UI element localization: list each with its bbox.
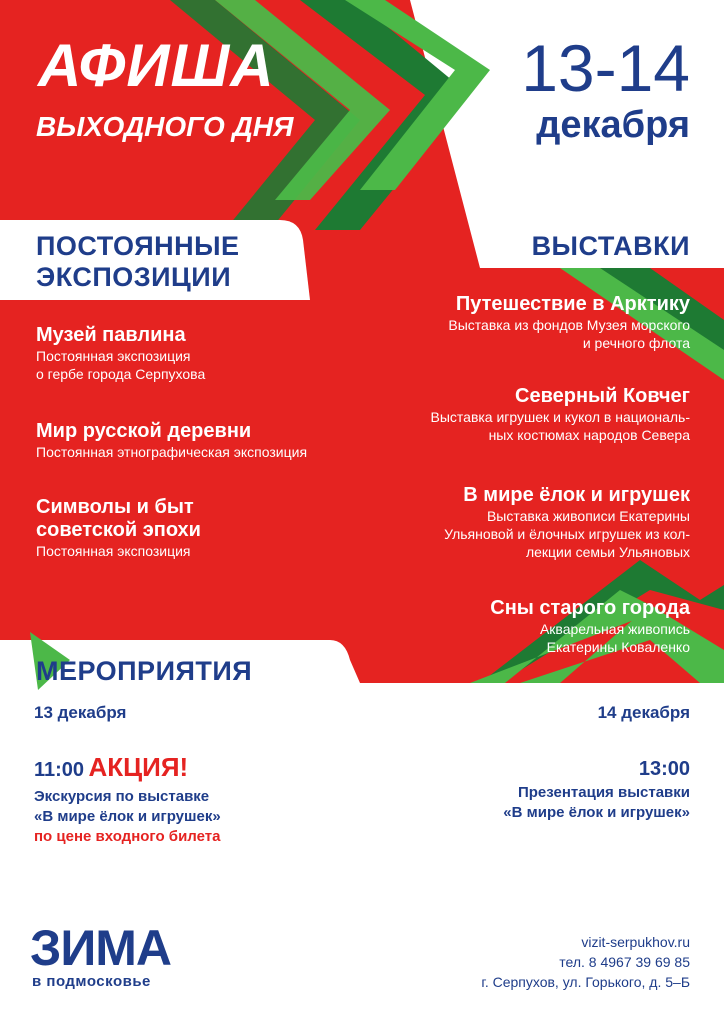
exhibition-item (448, 293, 690, 352)
permanent-item-title: Символы и быт (36, 496, 194, 518)
exhibition-item (490, 597, 690, 656)
permanent-item (36, 496, 201, 560)
date-range: 13-14 (521, 31, 690, 105)
footer-contacts (481, 932, 690, 992)
exhibition-item-desc: Ульяновой и ёлочных игрушек из кол- (444, 526, 690, 542)
exhibition-item-title: Сны старого города (490, 597, 690, 619)
exhibition-item-title: Северный Ковчег (515, 385, 690, 407)
event-line: Презентация выставки (517, 784, 690, 801)
permanent-item (36, 324, 205, 383)
events-title: МЕРОПРИЯТИЯ (36, 656, 253, 686)
exhibition-item-desc: Екатерины Коваленко (546, 639, 690, 655)
footer-site[interactable]: vizit-serpukhov.ru (581, 934, 690, 950)
exhibition-item-desc: Выставка из фондов Музея морского (448, 317, 690, 333)
permanent-item-title: советской эпохи (36, 519, 201, 541)
permanent-title-line1: ПОСТОЯННЫЕ (36, 231, 240, 261)
poster-title: АФИША (38, 32, 275, 99)
exhibitions-title: ВЫСТАВКИ (531, 231, 690, 261)
exhibition-item-desc: лекции семьи Ульяновых (525, 544, 690, 560)
exhibition-item-desc: Выставка игрушек и кукол в националь- (430, 409, 690, 425)
permanent-item (36, 420, 307, 461)
exhibition-item-desc: ных костюмах народов Севера (488, 427, 690, 443)
exhibition-item (444, 484, 690, 561)
footer-address: г. Серпухов, ул. Горького, д. 5–Б (481, 974, 690, 990)
footer-phone: тел. 8 4967 39 69 85 (559, 954, 690, 970)
exhibition-item-desc: Выставка живописи Екатерины (486, 508, 690, 524)
permanent-title-line2: ЭКСПОЗИЦИИ (36, 262, 232, 292)
event-day2-date: 14 декабря (597, 703, 690, 722)
poster-subtitle: ВЫХОДНОГО ДНЯ (36, 111, 294, 142)
logo-main: ЗИМА (30, 920, 172, 976)
permanent-item-desc: о гербе города Серпухова (36, 366, 206, 382)
event-line: «В мире ёлок и игрушек» (503, 804, 690, 821)
exhibition-item-desc: Акварельная живопись (539, 621, 690, 637)
event-time: 13:00 (638, 758, 690, 780)
event-line: по цене входного билета (34, 828, 221, 845)
exhibition-item-title: В мире ёлок и игрушек (463, 484, 690, 506)
permanent-item-desc: Постоянная экспозиция (36, 348, 191, 364)
exhibition-item-title: Путешествие в Арктику (455, 293, 690, 315)
permanent-item-desc: Постоянная этнографическая экспозиция (36, 444, 308, 460)
logo-sub: в подмосковье (32, 973, 151, 990)
event-day1-date: 13 декабря (34, 703, 127, 722)
date-month: декабря (536, 104, 690, 146)
permanent-item-title: Музей павлина (36, 324, 186, 346)
event-line: «В мире ёлок и игрушек» (34, 808, 221, 825)
event-line: Экскурсия по выставке (34, 788, 210, 805)
permanent-item-desc: Постоянная экспозиция (36, 543, 191, 559)
exhibition-item (431, 385, 691, 444)
permanent-item-title: Мир русской деревни (36, 420, 252, 442)
event-day1 (34, 752, 221, 847)
event-time: 11:00 (34, 759, 85, 781)
exhibition-item-desc: и речного флота (582, 335, 690, 351)
event-day2 (503, 755, 690, 823)
event-badge: АКЦИЯ! (88, 752, 189, 782)
